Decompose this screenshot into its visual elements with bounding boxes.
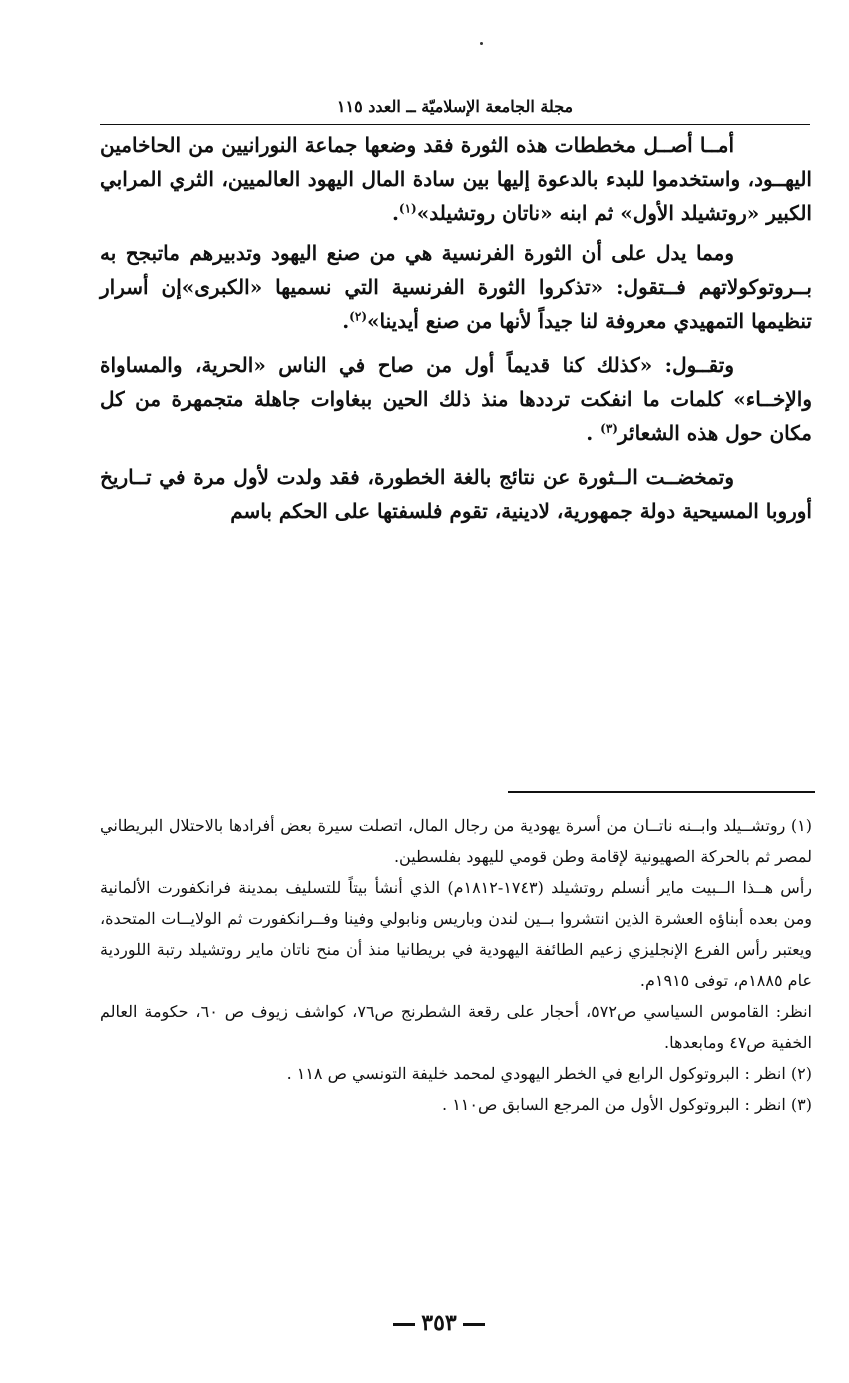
page-number — [374, 1310, 504, 1336]
paragraph-1-text: أمــا أصــل مخططات هذه الثورة فقد وضعها جماعة النورانيين من الحاخامين اليهــود، واستخدموا للبدء بالدعوة إليها بين سادة المال اليهود العالميين، الثري المرابي الكبير «روتشيلد الأول» ثم ابنه «ناتان روتشيلد» — [100, 133, 812, 225]
main-text — [100, 128, 812, 538]
footnote-divider — [508, 791, 815, 793]
journal-title: مجلة الجامعة الإسلاميّة ــ العدد ١١٥ — [336, 97, 574, 116]
footnote-ref-3[interactable]: (٣) — [600, 421, 618, 436]
paragraph-2 — [100, 236, 812, 338]
footnote-2: (٢) انظر : البروتوكول الرابع في الخطر اليهودي لمحمد خليفة التونسي ص ١١٨ . — [286, 1064, 812, 1083]
paragraph-2-text: ومما يدل على أن الثورة الفرنسية هي من صنع اليهود وتدبيرهم ماتبجح به بــروتوكولاتهم فــتقول: «تذكروا الثورة الفرنسية التي نسميها «الكبرى»إن أسرار تنظيمها التمهيدي معروفة لنا جيداً لأنها من صنع أيدينا» — [100, 241, 812, 333]
footnotes — [100, 810, 812, 1120]
page-number-value: ٣٥٣ — [421, 1310, 457, 1336]
scan-speck — [480, 42, 483, 45]
footnote-1-part-b: رأس هــذا الــبيت ماير أنسلم روتشيلد (١٧٤٣-١٨١٢م) الذي أنشأ بيتاً للتسليف بمدينة فرانكفورت الألمانية ومن بعده أبناؤه العشرة الذين انتشروا بــين لندن وباريس ونابولي وفينا وفــرانكفورت ثم الولايــات المتحدة، ويعتبر رأس الفرع الإنجليزي زعيم الطائفة اليهودية في بريطانيا منذ أن منح ناتان ماير روتشيلد رتبة اللوردية عام ١٨٨٥م، توفى ١٩١٥م. — [100, 878, 813, 990]
paragraph-3 — [100, 348, 812, 450]
paragraph-4-text: وتمخضــت الــثورة عن نتائج بالغة الخطورة، فقد ولدت لأول مرة في تــاريخ أوروبا المسيحية دولة جمهورية، لادينية، تقوم فلسفتها على الحكم باسم — [100, 465, 812, 523]
page-number-dash-left — [463, 1323, 485, 1326]
footnote-1-part-c: انظر: القاموس السياسي ص٥٧٢، أحجار على رقعة الشطرنج ص٧٦، كواشف زيوف ص ٦٠، حكومة العالم الخفية ص٤٧ ومابعدها. — [100, 1002, 813, 1052]
footnote-ref-1[interactable]: (١) — [398, 201, 417, 216]
footnote-1-part-a: (١) روتشــيلد وابــنه ناتــان من أسرة يهودية من رجال المال، اتصلت سيرة بعض أفرادها بالاحتلال البريطاني لمصر ثم بالحركة الصهيونية لإقامة وطن قومي لليهود بفلسطين. — [100, 816, 812, 866]
running-header — [100, 96, 810, 125]
page-number-dash-right — [393, 1323, 415, 1326]
paragraph-3-text: وتقــول: «كذلك كنا قديماً أول من صاح في الناس «الحرية، والمساواة والإخــاء» كلمات ما انفكت ترددها منذ ذلك الحين ببغاوات جاهلة متجمهرة من كل مكان حول هذه الشعائر — [100, 353, 812, 445]
paragraph-1-end: . — [391, 201, 399, 225]
paragraph-2-end: . — [342, 309, 350, 333]
paragraph-3-end: . — [586, 421, 601, 445]
footnote-3: (٣) انظر : البروتوكول الأول من المرجع السابق ص١١٠ . — [442, 1095, 812, 1114]
paragraph-4 — [100, 460, 812, 528]
footnote-ref-2[interactable]: (٢) — [349, 309, 367, 324]
paragraph-1 — [100, 128, 812, 230]
